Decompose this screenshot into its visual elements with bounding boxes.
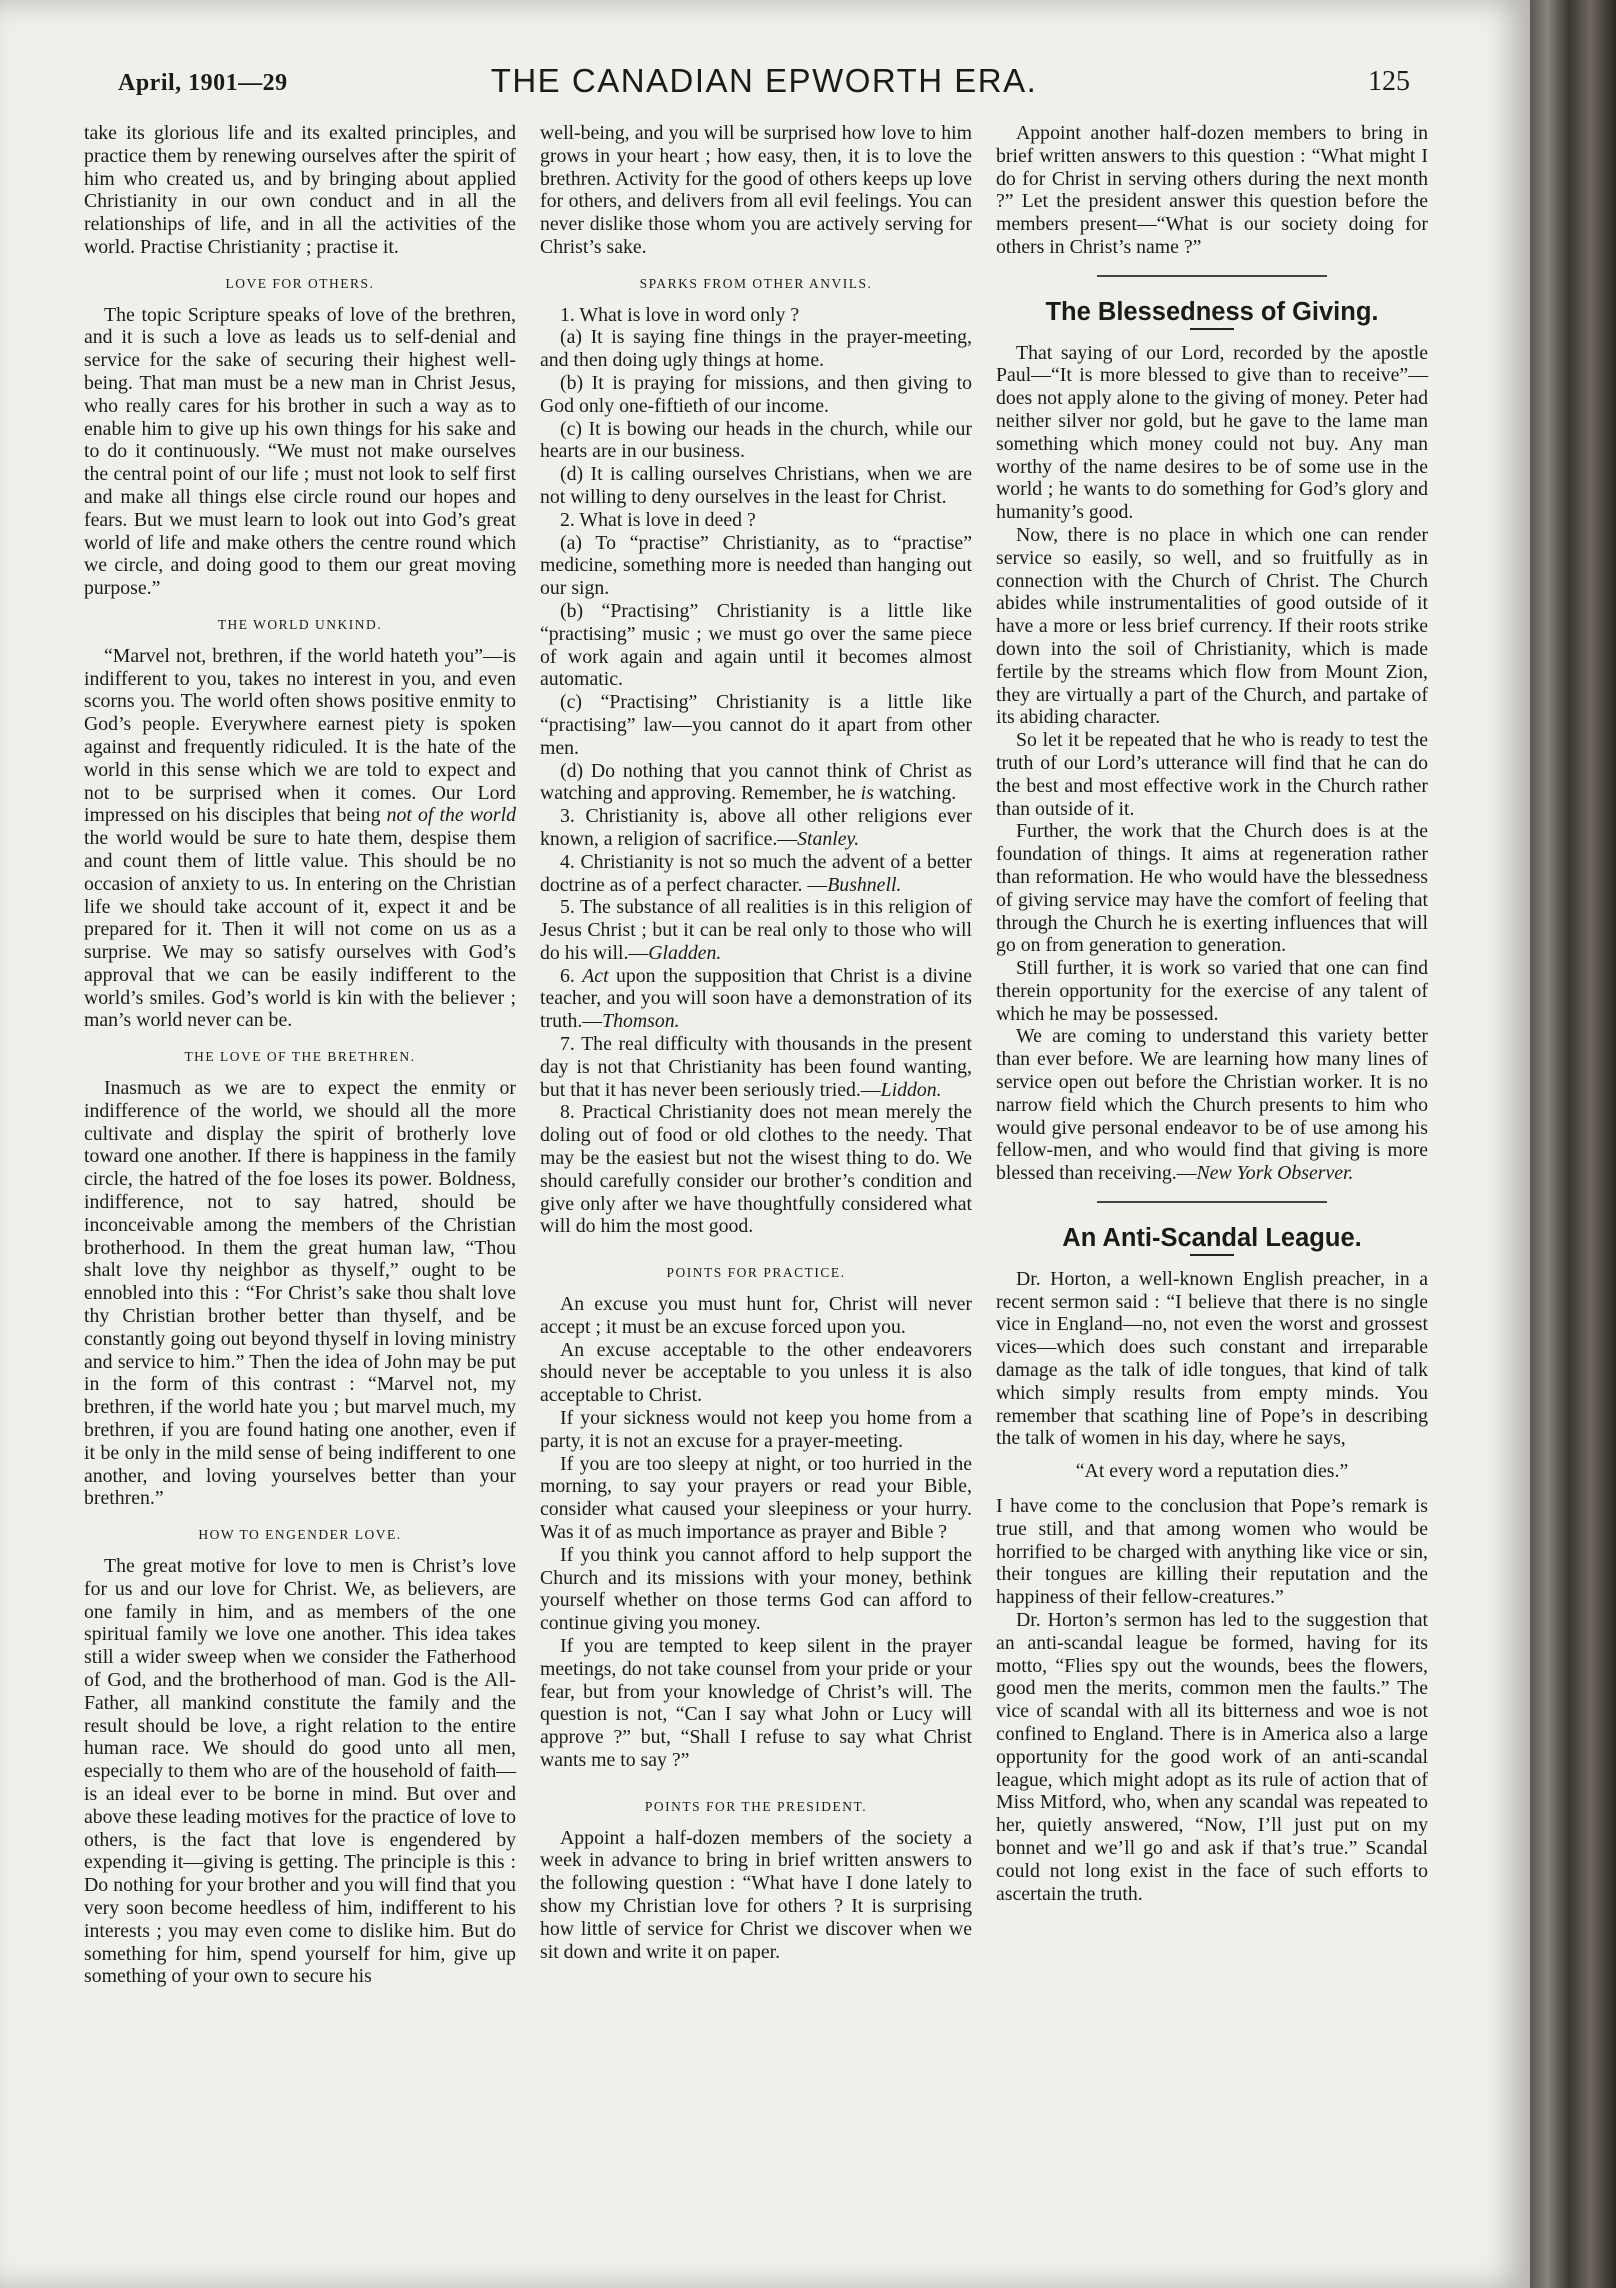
divider (1097, 275, 1327, 277)
paragraph: Further, the work that the Church does is at the foundation of things. It aims at regeneration rather than reformation. He who would have the blessedness of giving service may have the comfort of feeling that through the Church he is exerting influences that will go on from generation to generation. (996, 820, 1428, 957)
list-item: (c) It is bowing our heads in the church, while our hearts are in our business. (540, 417, 972, 463)
publication-title: THE CANADIAN EPWORTH ERA. (490, 62, 1038, 99)
list-item: 2. What is love in deed ? (560, 508, 756, 531)
list-item: 1. What is love in word only ? (560, 303, 800, 326)
page-header (118, 62, 1410, 102)
paragraph: An excuse you must hunt for, Christ will never accept ; it must be an excuse forced upon you. (540, 1293, 972, 1338)
paragraph: If your sickness would not keep you home from a party, it is not an excuse for a prayer-meeting. (540, 1407, 972, 1452)
article-title-giving: The Blessedness of Giving. (1045, 297, 1379, 326)
list-item: (d) Do nothing that you cannot think of Christ as watching and approving. Remember, he is watching. (540, 759, 972, 805)
column-left (84, 122, 516, 1988)
paragraph: We are coming to understand this variety better than ever before. We are learning how many lines of service open out before the Christian worker. It is no narrow field which the Church presents to him who would give personal endeavor to be of use among his fellow-men, and who would find that giving is more blessed than receiving.—New York Observer. (996, 1025, 1428, 1185)
list-item: 7. The real difficulty with thousands in the present day is not that Christianity has been found wanting, but that it has never been seriously tried.—Liddon. (540, 1033, 972, 1101)
section-heading-engender-love: HOW TO ENGENDER LOVE. (198, 1527, 402, 1543)
section-heading-sparks: SPARKS FROM OTHER ANVILS. (639, 275, 873, 291)
paragraph: An excuse acceptable to the other endeavorers should never be acceptable to you unless it is also acceptable to Christ. (540, 1338, 972, 1407)
paragraph: If you think you cannot afford to help support the Church and its missions with your money, bethink yourself whether on those terms God can afford to continue giving you money. (540, 1543, 972, 1635)
paragraph: Now, there is no place in which one can render service so easily, so well, and so fruitfully as in connection with the Church of Christ. The Church abides while instrumentalities of good outside of it have a more or less brief currency. If their roots strike down into the soil of Christianity, which is made fertile by the streams which flow from Mount Zion, they are virtually a part of the Church, and partake of its abiding character. (996, 523, 1428, 729)
paragraph: That saying of our Lord, recorded by the apostle Paul—“It is more blessed to give than to receive”—does not apply alone to the giving of money. Peter had neither silver nor gold, but he gave to the lame man something which money could not buy. Any man worthy of the name desires to be of some use in the world ; he wants to do something for God’s glory and humanity’s good. (996, 341, 1428, 524)
article-title-scandal: An Anti-Scandal League. (1062, 1224, 1362, 1253)
column-right (996, 122, 1428, 1905)
section-heading-president: POINTS FOR THE PRESIDENT. (644, 1798, 868, 1814)
section-heading-practice: POINTS FOR PRACTICE. (666, 1265, 846, 1281)
paragraph: Dr. Horton’s sermon has led to the suggestion that an anti-scandal league be formed, having for its motto, “Flies spy out the wounds, bees the flowers, good men the merits, common men the faults.” The vice of scandal with all its bitterness and woe is not confined to England. There is in America also a large opportunity for the good work of an anti-scandal league, which might adopt as its rule of action that of Miss Mitford, who, when any scandal was repeated to her, quietly answered, “Now, I’ll just put on my bonnet and we’ll go and ask if that’s true.” Scandal could not long exist in the face of such efforts to ascertain the truth. (996, 1609, 1428, 1905)
section-heading-love-for-others: LOVE FOR OTHERS. (225, 275, 375, 291)
section-heading-world-unkind: THE WORLD UNKIND. (217, 616, 383, 632)
list-item: 4. Christianity is not so much the advent of a better doctrine as of a perfect character. —Bushnell. (540, 850, 972, 896)
paragraph: Still further, it is work so varied that one can find therein opportunity for the exercise of any talent of which he may be possessed. (996, 957, 1428, 1025)
page-number: 125 (1368, 66, 1410, 97)
paragraph: So let it be repeated that he who is ready to test the truth of our Lord’s utterance will find that he can do the best and most effective work in the Church rather than outside of it. (996, 729, 1428, 820)
paragraph: The great motive for love to men is Christ’s love for us and our love for Christ. We, as believers, are one family in him, and as members of the one spiritual family we love one another. This idea takes still a wider sweep when we consider the Fatherhood of God, and the brotherhood of man. God is the All-Father, all mankind constitute the family and the result should be love, a right relation to the entire human race. We should do good unto all men, especially to them who are of the household of faith—is an ideal ever to be borne in mind. But over and above these leading motives for the practice of love to others, is the fact that love is engendered by expending it—giving is getting. The principle is this : Do nothing for your brother and you will find that you very soon become heedless of him, indifferent to his interests ; you may even come to dislike him. But do something for him, spend yourself for him, give up something of your own to secure his (84, 1555, 516, 1988)
list-item: (b) It is praying for missions, and then giving to God only one-fiftieth of our income. (540, 371, 972, 417)
paragraph: Appoint a half-dozen members of the society a week in advance to bring in brief written answers to the following question : “What have I done lately to show my Christian love for others ? It is surprising how little of service for Christ we discover when we sit down and write it on paper. (540, 1826, 972, 1963)
paragraph: well-being, and you will be surprised how love to him grows in your heart ; how easy, then, it is to love the brethren. Activity for the good of others keeps up love for others, and delivers from all evil feelings. You can never dislike those whom you are actively serving for Christ’s sake. (540, 122, 972, 258)
paragraph: Dr. Horton, a well-known English preacher, in a recent sermon said : “I believe that there is no single vice in England—no, not even the worst and grossest vices—which does such constant and irreparable damage as the talk of idle tongues, that kind of talk which simply results from empty minds. You remember that scathing line of Pope’s in describing the talk of women in his day, where he says, (996, 1267, 1428, 1450)
paragraph: “Marvel not, brethren, if the world hateth you”—is indifferent to you, takes no interest in you, and even scorns you. The world often shows positive enmity to God’s people. Everywhere earnest piety is spoken against and frequently ridiculed. It is the hate of the world in this sense which we are told to expect and not to be surprised when it comes. Our Lord impressed on his disciples that being not of the world the world would be sure to hate them, despise them and count them of little value. This should be no occasion of anxiety to us. In entering on the Christian life we should take account of it, expect it and be prepared for it. Then it will not come on us as a surprise. We may so satisfy ourselves with God’s approval that we can be easily indifferent to the world’s smiles. God’s world is kin with the believer ; man’s world never can be. (84, 644, 516, 1032)
list-item: 8. Practical Christianity does not mean merely the doling out of food or old clothes to the needy. That may be the easiest but not the wisest thing to do. We should carefully consider our brother’s condition and give only after we have thoughtfully considered what will do him the most good. (540, 1101, 972, 1238)
list-item: 5. The substance of all realities is in this religion of Jesus Christ ; but it can be real only to those who will do his will.—Gladden. (540, 896, 972, 964)
list-item: 3. Christianity is, above all other religions ever known, a religion of sacrifice.—Stanley. (540, 805, 972, 850)
list-item: (d) It is calling ourselves Christians, when we are not willing to deny ourselves in the least for Christ. (540, 463, 972, 508)
issue-date: April, 1901—29 (118, 70, 288, 96)
list-item: (b) “Practising” Christianity is a little like “practising” music ; we must go over the same piece of work again and again until it becomes almost automatic. (540, 599, 972, 691)
list-item: 6. Act upon the supposition that Christ is a divine teacher, and you will soon have a demonstration of its truth.—Thomson. (540, 964, 973, 1033)
title-rule (1190, 328, 1234, 330)
paragraph: take its glorious life and its exalted principles, and practice them by renewing ourselves after the spirit of him who created us, and by bringing about applied Christianity in our own conduct and in all the relationships of life, and in all the activities of the world. Practise Christianity ; practise it. (84, 122, 516, 258)
paragraph: The topic Scripture speaks of love of the brethren, and it is such a love as leads us to self-denial and service for the sake of securing their highest well-being. That man must be a new man in Christ Jesus, who really cares for his brother in such a way as to enable him to give up his own things for his sake and to do it continuously. “We must not make ourselves the central point of our life ; must not look to self first and make all things else circle round our hopes and fears. But we must learn to look out into God’s great world of life and make others the centre round which we circle, and doing good to them our great moving purpose.” (84, 303, 516, 600)
list-item: (c) “Practising” Christianity is a little like “practising” law—you cannot do it apart from other men. (540, 691, 972, 759)
paragraph: If you are tempted to keep silent in the prayer meetings, do not take counsel from your pride or your fear, but from your knowledge of Christ’s will. The question is not, “Can I say what John or Lucy will approve ?” but, “Shall I refuse to say what Christ wants me to say ?” (540, 1635, 972, 1771)
paragraph: If you are too sleepy at night, or too hurried in the morning, to say your prayers or read your Bible, consider what caused your sleepiness or your hurry. Was it of as much importance as prayer and Bible ? (540, 1452, 972, 1544)
column-middle (540, 122, 972, 1963)
list-item: (a) To “practise” Christianity, as to “practise” medicine, something more is needed than hanging out our sign. (540, 531, 972, 600)
book-binding (1530, 0, 1616, 2288)
title-rule (1190, 1254, 1234, 1256)
section-heading-love-of-brethren: THE LOVE OF THE BRETHREN. (184, 1049, 416, 1065)
divider (1097, 1201, 1327, 1203)
paragraph: I have come to the conclusion that Pope’s remark is true still, and that among women who would be horrified to be charged with anything like vice or sin, their tongues are killing their reputation and the happiness of their fellow-creatures.” (996, 1495, 1428, 1609)
list-item: (a) It is saying fine things in the prayer-meeting, and then doing ugly things at home. (540, 326, 972, 372)
paragraph: Inasmuch as we are to expect the enmity or indifference of the world, we should all the more cultivate and display the spirit of brotherly love toward one another. If there is happiness in the family circle, the hatred of the foe loses its power. Boldness, indifference, not to say hatred, should be inconceivable among the members of the Christian brotherhood. In them the great human law, “Thou shalt love thy neighbor as thyself,” ought to be ennobled into this : “For Christ’s sake thou shalt love thy Christian brother better than thyself, and be constantly going out beyond thyself in loving ministry and service to him.” Then the idea of John may be put in the form of this contrast : “Marvel not, my brethren, if the world hate you ; but marvel much, my brethren, if you are found hating one another, even if it be only in the mild sense of being indifferent to one another, and loving yourselves better than your brethren.” (84, 1077, 516, 1510)
block-quote: “At every word a reputation dies.” (1075, 1460, 1349, 1483)
paragraph: Appoint another half-dozen members to bring in brief written answers to this question : “What might I do for Christ in serving others during the next month ?” Let the president answer this question before the members present—“What is our society doing for others in Christ’s name ?” (996, 122, 1428, 258)
